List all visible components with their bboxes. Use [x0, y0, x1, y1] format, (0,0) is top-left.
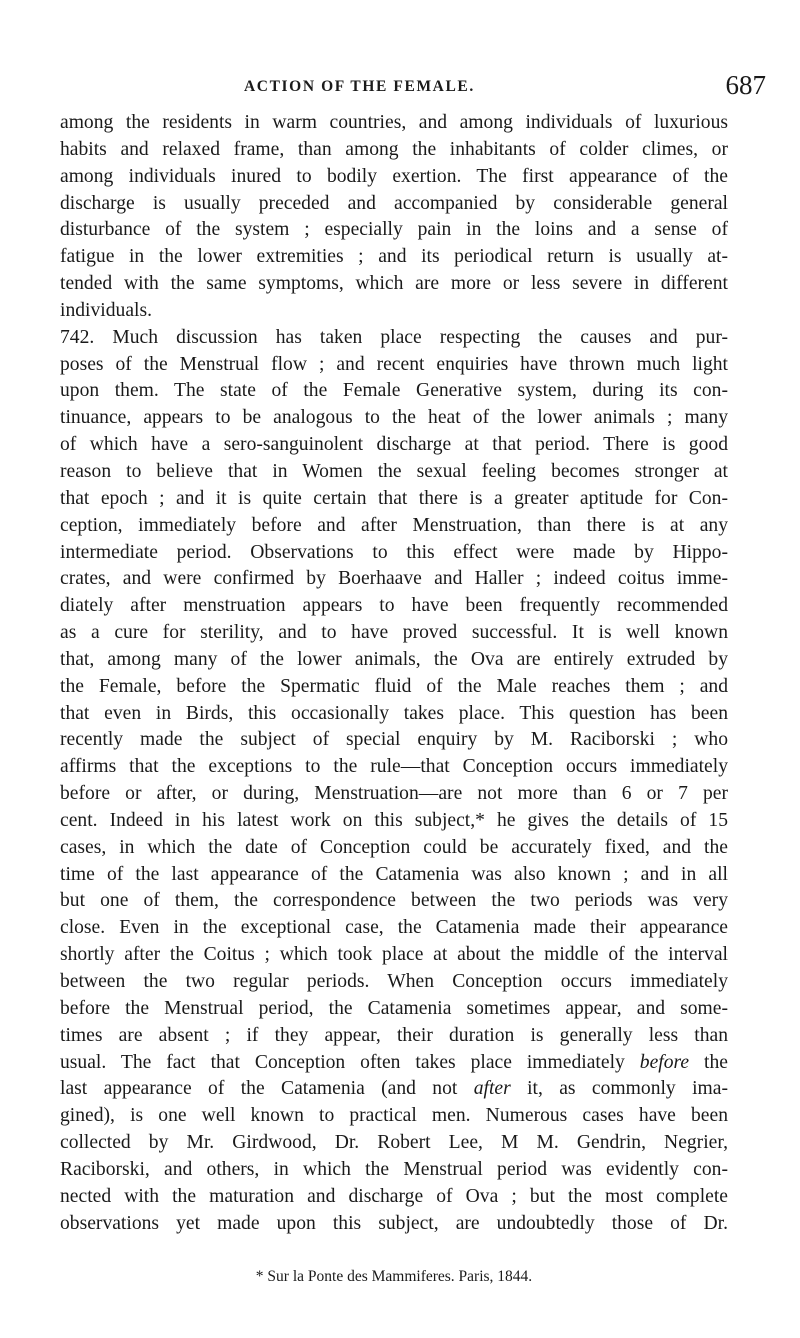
text-line: fatigue in the lower extremities ; and its periodical return is usually at- — [60, 246, 728, 268]
text-line: usual. The fact that Conception often takes place immediately before the — [60, 1051, 728, 1073]
text-line: the Female, before the Spermatic fluid of the Male reaches them ; and — [60, 675, 728, 697]
text-line: cases, in which the date of Conception could be accurately fixed, and the — [60, 836, 728, 858]
text-line: 742. Much discussion has taken place respecting the causes and pur- — [60, 326, 728, 348]
text-line: recently made the subject of special enquiry by M. Raciborski ; who — [60, 729, 728, 751]
text-line: crates, and were confirmed by Boerhaave and Haller ; indeed coitus imme- — [60, 568, 728, 590]
text-line: between the two regular periods. When Conception occurs immediately — [60, 971, 728, 992]
text-line: observations yet made upon this subject, are undoubtedly those of Dr. — [60, 1212, 728, 1234]
text-line: Raciborski, and others, in which the Menstrual period was evidently con- — [60, 1158, 728, 1180]
text-line: reason to believe that in Women the sexual feeling becomes stronger at — [60, 460, 728, 482]
text-line: last appearance of the Catamenia (and not after it, as commonly ima- — [60, 1078, 728, 1100]
text-line: cent. Indeed in his latest work on this subject,* he gives the details of 15 — [60, 809, 728, 831]
text-line: before or after, or during, Menstruation—are not more than 6 or 7 per — [60, 783, 728, 805]
running-head: ACTION OF THE FEMALE. — [244, 78, 475, 95]
text-line: individuals. — [60, 299, 152, 321]
text-line: that even in Birds, this occasionally takes place. This question has been — [60, 702, 728, 724]
text-line: ception, immediately before and after Menstruation, than there is at any — [60, 514, 728, 536]
text-line: diately after menstruation appears to have been frequently recommended — [60, 595, 728, 617]
text-line: that epoch ; and it is quite certain that there is a greater aptitude for Con- — [60, 487, 728, 509]
text-line: habits and relaxed frame, than among the inhabitants of colder climes, or — [60, 138, 728, 160]
text-line: shortly after the Coitus ; which took place at about the middle of the interval — [60, 944, 728, 966]
page-number: 687 — [725, 70, 766, 100]
page-header — [60, 64, 780, 104]
text-line: that, among many of the lower animals, the Ova are entirely extruded by — [60, 648, 728, 670]
footnote: * Sur la Ponte des Mammiferes. Paris, 1844. — [255, 1268, 533, 1285]
text-line: among individuals inured to bodily exertion. The first appearance of the — [60, 165, 728, 187]
text-line: tinuance, appears to be analogous to the heat of the lower animals ; many — [60, 407, 728, 429]
text-line: affirms that the exceptions to the rule—that Conception occurs immediately — [60, 756, 728, 778]
text-line: gined), is one well known to practical men. Numerous cases have been — [60, 1105, 728, 1127]
text-line: of which have a sero-sanguinolent discharge at that period. There is good — [60, 434, 728, 456]
text-line: tended with the same symptoms, which are more or less severe in different — [60, 273, 728, 295]
paragraph-1 — [60, 110, 728, 325]
text-line: close. Even in the exceptional case, the Catamenia made their appearance — [60, 917, 728, 939]
text-line: discharge is usually preceded and accompanied by considerable general — [60, 192, 728, 214]
text-line: upon them. The state of the Female Generative system, during its con- — [60, 380, 728, 402]
text-line: collected by Mr. Girdwood, Dr. Robert Lee, M M. Gendrin, Negrier, — [60, 1132, 728, 1154]
text-line: time of the last appearance of the Catamenia was also known ; and in all — [60, 863, 728, 885]
text-line: times are absent ; if they appear, their duration is generally less than — [60, 1024, 728, 1046]
text-line: nected with the maturation and discharge of Ova ; but the most complete — [60, 1185, 728, 1207]
paragraph-2 — [60, 325, 728, 1238]
text-line: but one of them, the correspondence between the two periods was very — [60, 890, 728, 912]
text-line: intermediate period. Observations to this effect were made by Hippo- — [60, 541, 728, 563]
text-line: poses of the Menstrual flow ; and recent enquiries have thrown much light — [60, 353, 728, 375]
text-line: before the Menstrual period, the Catamenia sometimes appear, and some- — [60, 997, 728, 1019]
text-line: as a cure for sterility, and to have proved successful. It is well known — [60, 622, 728, 644]
text-line: among the residents in warm countries, and among individuals of luxurious — [60, 112, 728, 133]
body-text — [60, 110, 728, 1237]
text-line: disturbance of the system ; especially pain in the loins and a sense of — [60, 219, 728, 241]
